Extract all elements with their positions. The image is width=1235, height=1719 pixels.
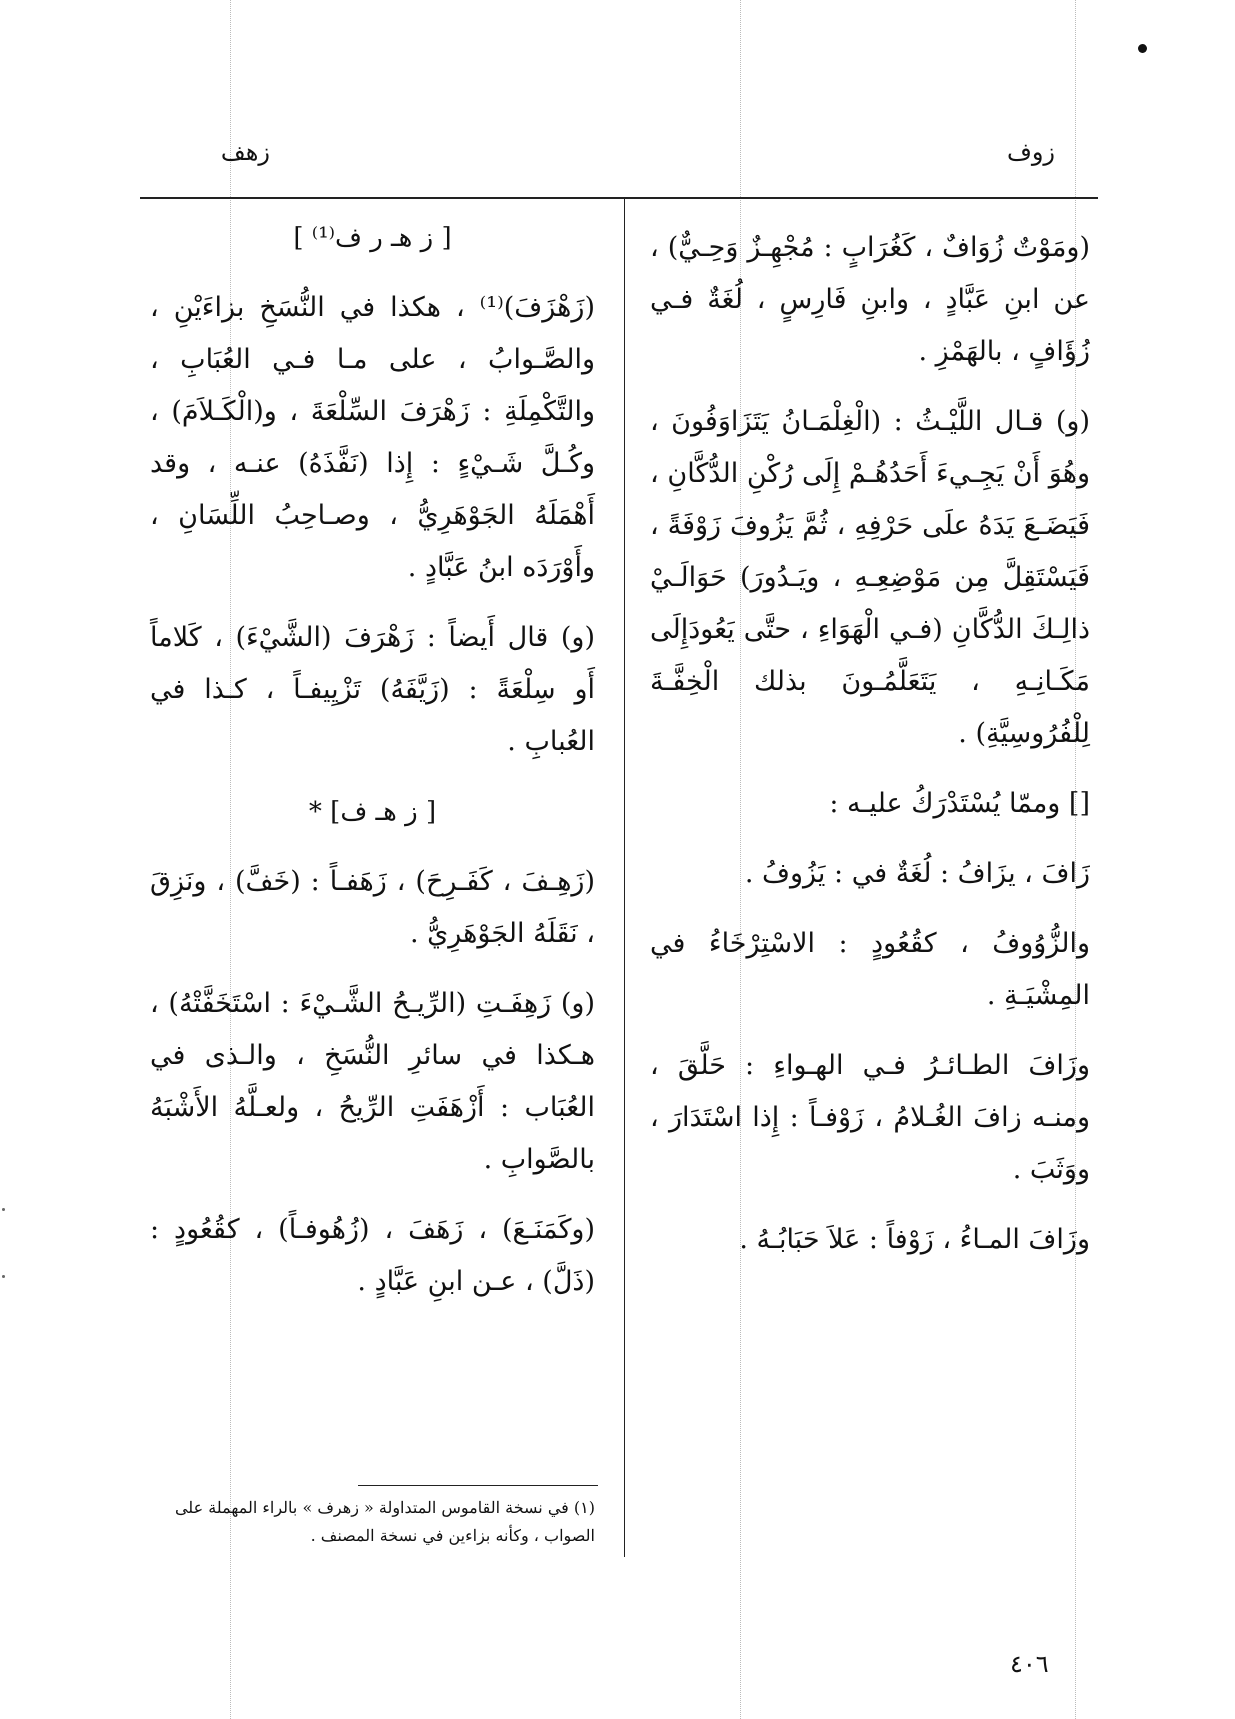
scan-mark xyxy=(2,1208,5,1211)
entry-paragraph: وزَافَ المـاءُ ، زَوْفاً : عَلاَ حَبَابُـهُ . xyxy=(739,1224,1090,1255)
entry-paragraph: [] وممّا يُسْتَدْرَكُ عليـه : xyxy=(829,788,1090,819)
running-header-right: زوف xyxy=(1006,138,1055,166)
entry-paragraph: (وكَمَنَـعَ) ، زَهَفَ ، (زُهُوفـاً) ، كقُعُودٍ : (ذَلَّ) ، عـن ابنِ عَبَّادٍ . xyxy=(150,1214,595,1297)
footnote: (١) في نسخة القاموس المتداولة « زهرف » بالراء المهملة على الصواب ، وكأنه بزاءين في نسخة المصنف . xyxy=(174,1498,595,1545)
page-number: ٤٠٦ xyxy=(1010,1650,1049,1678)
entry-paragraph: (و) زَهِفَـتِ (الرِّيـحُ الشَّـيْءَ : اسْتَخَفَّتْهُ) ، هـكذا في سائرِ النُّسَخِ ، والـذى في العُبَاب : أَزْهَفَتِ الرِّيحُ ، ولعـلَّهُ الأَشْبَهُ بالصَّوابِ . xyxy=(150,988,595,1175)
header-rule xyxy=(140,197,1098,199)
entry-heading: [ ز هـ ر ف⁽¹⁾ ] xyxy=(293,223,452,253)
entry-paragraph: وزَافَ الطـائـرُ فـي الهـواءِ : حَلَّقَ ، ومنـه زافَ الغُـلامُ ، زَوْفـاً : إِذا اسْتَدَارَ ، ووَثَبَ . xyxy=(650,1050,1090,1185)
scan-mark xyxy=(2,1275,5,1278)
entry-paragraph: (و) قـال اللَّيْـثُ : (الْغِلْمَـانُ يَتَزَاوَفُونَ ، وهُوَ أَنْ يَجِـيءَ أَحَدُهُـمْ إِلَى رُكْنِ الدُّكَّانِ ، فَيَضَـعَ يَدَهُ علَى حَرْفِهِ ، ثُمَّ يَزُوفَ زَوْفَةً ، فَيَسْتَقِلَّ مِن مَوْضِعِـهِ ، ويَـدُورَ) حَوَالَـيْ ذالِـكَ الدُّكَّانِ (فـي الْهَوَاءِ ، حتَّى يَعُودَإِلَى مَكَـانِـهِ ، يَتَعَلَّمُـونَ بذلك الْخِفَّـةَ لِلْفُرُوسِيَّةِ) . xyxy=(650,406,1090,749)
right-column xyxy=(650,222,1090,1284)
column-divider xyxy=(624,197,625,1557)
scan-dot xyxy=(1138,44,1147,53)
entry-paragraph: (ومَوْتٌ زُوَافٌ ، كَغُرَابٍ : مُجْهِـزٌ وَحِـيٌّ) ، عن ابنِ عَبَّادٍ ، وابنِ فَارِسٍ ، لُغَةٌ فـي زُؤَافٍ ، بالهَمْزِ . xyxy=(650,232,1090,367)
entry-paragraph: (زَهْزَفَ)⁽¹⁾ ، هكذا في النُّسَخِ بزاءَيْنِ ، والصَّـوابُ ، على مـا فـي العُبَابِ ، والتَّكْمِلَةِ : زَهْرَفَ السِّلْعَةَ ، و(الْكَـلاَمَ) ، وكُـلَّ شَـيْءٍ : إِذا (نَفَّذَهُ) عنـه ، وقد أَهْمَلَهُ الجَوْهَرِيُّ ، وصـاحِبُ اللِّسَانِ ، وأَوْرَدَه ابنُ عَبَّادٍ . xyxy=(150,292,595,583)
left-column xyxy=(150,212,595,1326)
entry-paragraph: (زَهِـفَ ، كَفَـرِحَ) ، زَهَفـاً : (خَفَّ) ، ونَزِقَ ، نَقَلَهُ الجَوْهَرِيُّ . xyxy=(150,866,595,949)
entry-paragraph: (و) قال أَيضاً : زَهْرَفَ (الشَّيْءَ) ، كَلاماً أَو سِلْعَةً : (زَيَّفَهُ) تَزْيِيفـاً ، كـذا في العُبابِ . xyxy=(150,622,595,757)
entry-paragraph: والزُّوُوفُ ، كقُعُودٍ : الاسْتِرْخَاءُ في المِشْيَـةِ . xyxy=(650,928,1090,1011)
running-header-left: زهف xyxy=(220,138,270,166)
footnote-separator xyxy=(358,1485,598,1486)
entry-paragraph: زَافَ ، يزَافُ : لُغَةٌ في : يَزُوفُ . xyxy=(744,858,1090,889)
entry-heading: [ ز هـ ف] * xyxy=(308,797,437,827)
